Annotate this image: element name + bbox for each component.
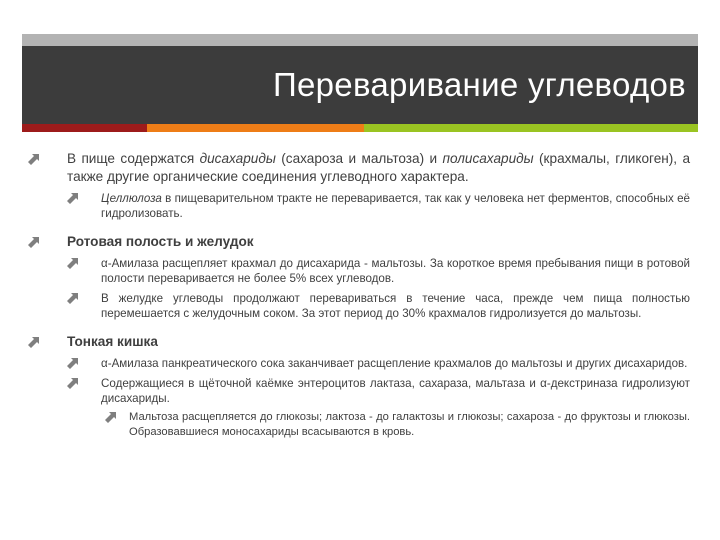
section-heading-small-intestine — [24, 333, 690, 351]
term-cellulose: Целлюлоза — [101, 192, 162, 205]
stomach-bullet — [24, 291, 690, 321]
arrow-up-right-icon — [105, 411, 117, 423]
mouth-bullet-amylase — [24, 256, 690, 286]
intro-text-pre: В пище содержатся — [67, 151, 200, 166]
arrow-up-right-icon — [67, 357, 79, 369]
top-accent-bar — [22, 34, 698, 46]
intestine-sub-bullet — [24, 410, 690, 440]
bullet-text: α-Амилаза расщепляет крахмал до дисахарида - мальтозы. За короткое время пребывания пищи в ротовой полости переваривается не более 5% всех углеводов. — [101, 257, 690, 285]
title-bar — [22, 46, 698, 124]
intro-text-post: (крахмалы, гликоген), а также другие органические соединения углеводного характера. — [67, 151, 691, 184]
cellulose-bullet — [24, 191, 690, 221]
cellulose-text: в пищеварительном тракте не переваривается, так как у человека нет ферментов, способных её гидролизовать. — [101, 192, 690, 220]
arrow-up-right-icon — [67, 292, 79, 304]
heading-text: Ротовая полость и желудок — [67, 234, 254, 249]
bullet-text: Мальтоза расщепляется до глюкозы; лактоза - до галактозы и глюкозы; сахароза - до фруктозы и глюкозы. Образовавшиеся моносахариды всасываются в кровь. — [129, 411, 690, 438]
slide-title: Переваривание углеводов — [272, 66, 686, 103]
stripe-green — [364, 124, 698, 132]
arrow-up-right-icon — [28, 336, 40, 348]
intestine-bullet-amylase — [24, 356, 690, 371]
term-disaccharides: дисахариды — [199, 151, 276, 166]
stripe-red — [22, 124, 147, 132]
arrow-up-right-icon — [67, 192, 79, 204]
term-polysaccharides: полисахариды — [442, 151, 534, 166]
stripe-orange — [147, 124, 364, 132]
arrow-up-right-icon — [67, 377, 79, 389]
arrow-up-right-icon — [67, 257, 79, 269]
section-heading-mouth-stomach — [24, 233, 690, 251]
color-stripes — [22, 124, 698, 132]
slide-content — [24, 150, 690, 440]
intestine-bullet-enzymes — [24, 376, 690, 406]
arrow-up-right-icon — [28, 153, 40, 165]
bullet-text: В желудке углеводы продолжают перевариваться в течение часа, прежде чем пища полностью перемешается с желудочным соком. За этот период до 30% крахмалов гидролизуется до мальтозы. — [101, 292, 690, 320]
intro-text-mid: (сахароза и мальтоза) и — [275, 151, 443, 166]
intro-bullet — [24, 150, 690, 186]
arrow-up-right-icon — [28, 236, 40, 248]
heading-text: Тонкая кишка — [67, 334, 158, 349]
bullet-text: α-Амилаза панкреатического сока заканчивает расщепление крахмалов до мальтозы и других дисахаридов. — [101, 357, 688, 370]
bullet-text: Содержащиеся в щёточной каёмке энтероцитов лактаза, сахараза, мальтаза и α-декстриназа гидролизуют дисахариды. — [101, 377, 690, 405]
